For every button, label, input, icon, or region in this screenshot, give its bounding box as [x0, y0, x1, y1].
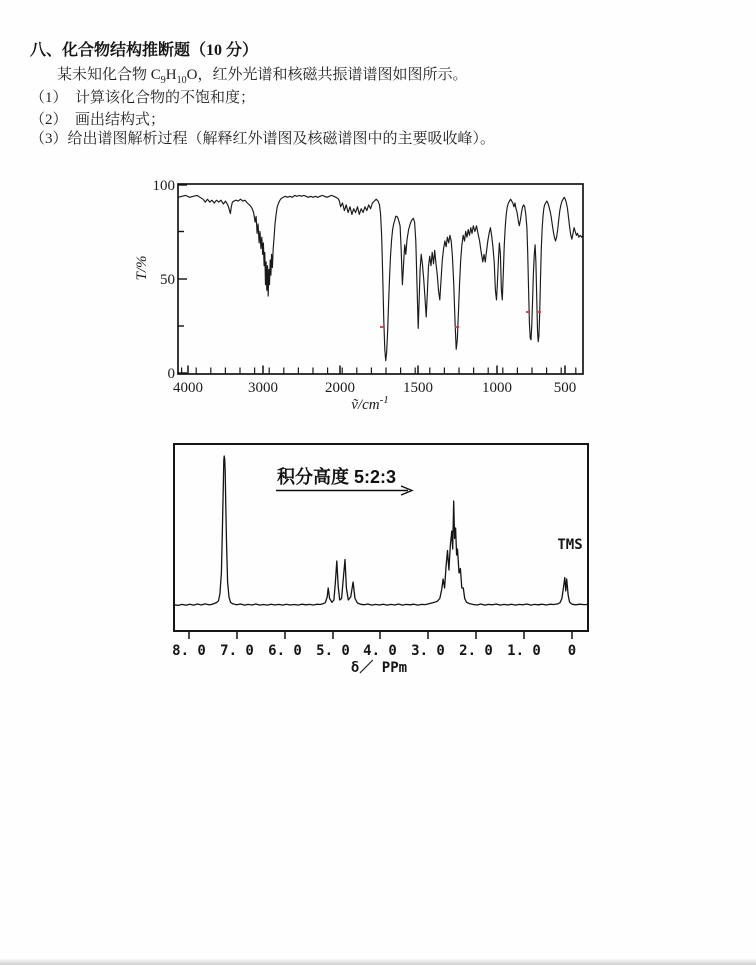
- formula-subscript-10: 10: [176, 75, 187, 86]
- nmr-x-ticks: [189, 632, 572, 640]
- ir-xtick-label-3000: 3000: [248, 380, 278, 396]
- ir-y-ticks: [179, 185, 188, 373]
- intro-end: O: [186, 67, 198, 83]
- nmr-xtick-label-8: 8. 0: [172, 643, 206, 659]
- ir-y-axis-label: T/%: [134, 255, 150, 281]
- ir-xtick-label-500: 500: [553, 380, 577, 396]
- intro-pre: 某未知化合物 C: [57, 67, 161, 83]
- ir-xtick-label-4000: 4000: [173, 380, 203, 396]
- nmr-xtick-label-5: 5. 0: [316, 643, 350, 659]
- integral-arrow: [276, 486, 412, 495]
- ir-x-tick-labels: [173, 380, 576, 396]
- question-item-2: （2） 画出结构式；: [30, 112, 166, 128]
- nmr-xtick-label-7: 7. 0: [220, 643, 254, 659]
- nmr-xtick-label-0: 0: [567, 643, 577, 659]
- formula-subscript-9: 9: [160, 75, 166, 86]
- ir-x-major-ticks: [188, 366, 565, 374]
- ir-spectrum: [134, 178, 583, 413]
- integral-annotation: 积分高度 5:2:3: [277, 467, 397, 487]
- ir-ytick-label-0: 0: [167, 366, 175, 382]
- nmr-xtick-label-1: 1. 0: [507, 643, 541, 659]
- tms-label: TMS: [557, 537, 583, 553]
- ir-x-axis-label: $ṽ/cm^{-1}$: [351, 394, 389, 413]
- ir-xtick-label-1500: 1500: [403, 380, 433, 396]
- question-item-3: （3）给出谱图解析过程（解释红外谱图及核磁谱图中的主要吸收峰）。: [30, 131, 496, 147]
- ir-ytick-label-100: 100: [152, 178, 175, 194]
- ir-ytick-label-50: 50: [160, 272, 175, 288]
- question-item-1: （1） 计算该化合物的不饱和度；: [30, 90, 256, 106]
- nmr-spectrum: [172, 444, 588, 676]
- nmr-xtick-label-4: 4. 0: [363, 643, 397, 659]
- page-bottom-shadow: [0, 958, 756, 965]
- nmr-xtick-label-2: 2. 0: [459, 643, 493, 659]
- nmr-xtick-label-6: 6. 0: [268, 643, 302, 659]
- intro-mid: H: [165, 67, 177, 83]
- question-title: 八、化合物结构推断题（10 分）: [30, 42, 259, 59]
- ir-xtick-label-2000: 2000: [325, 380, 355, 396]
- nmr-xtick-label-3: 3. 0: [411, 643, 445, 659]
- ir-trace: [178, 195, 583, 360]
- nmr-x-tick-labels: [172, 643, 576, 659]
- ir-xtick-label-1000: 1000: [482, 380, 512, 396]
- intro-post: ，红外光谱和核磁共振谱谱图如图所示。: [197, 67, 468, 83]
- ir-red-scan-marks: [380, 311, 541, 328]
- nmr-x-axis-label: δ／ PPm: [350, 660, 408, 676]
